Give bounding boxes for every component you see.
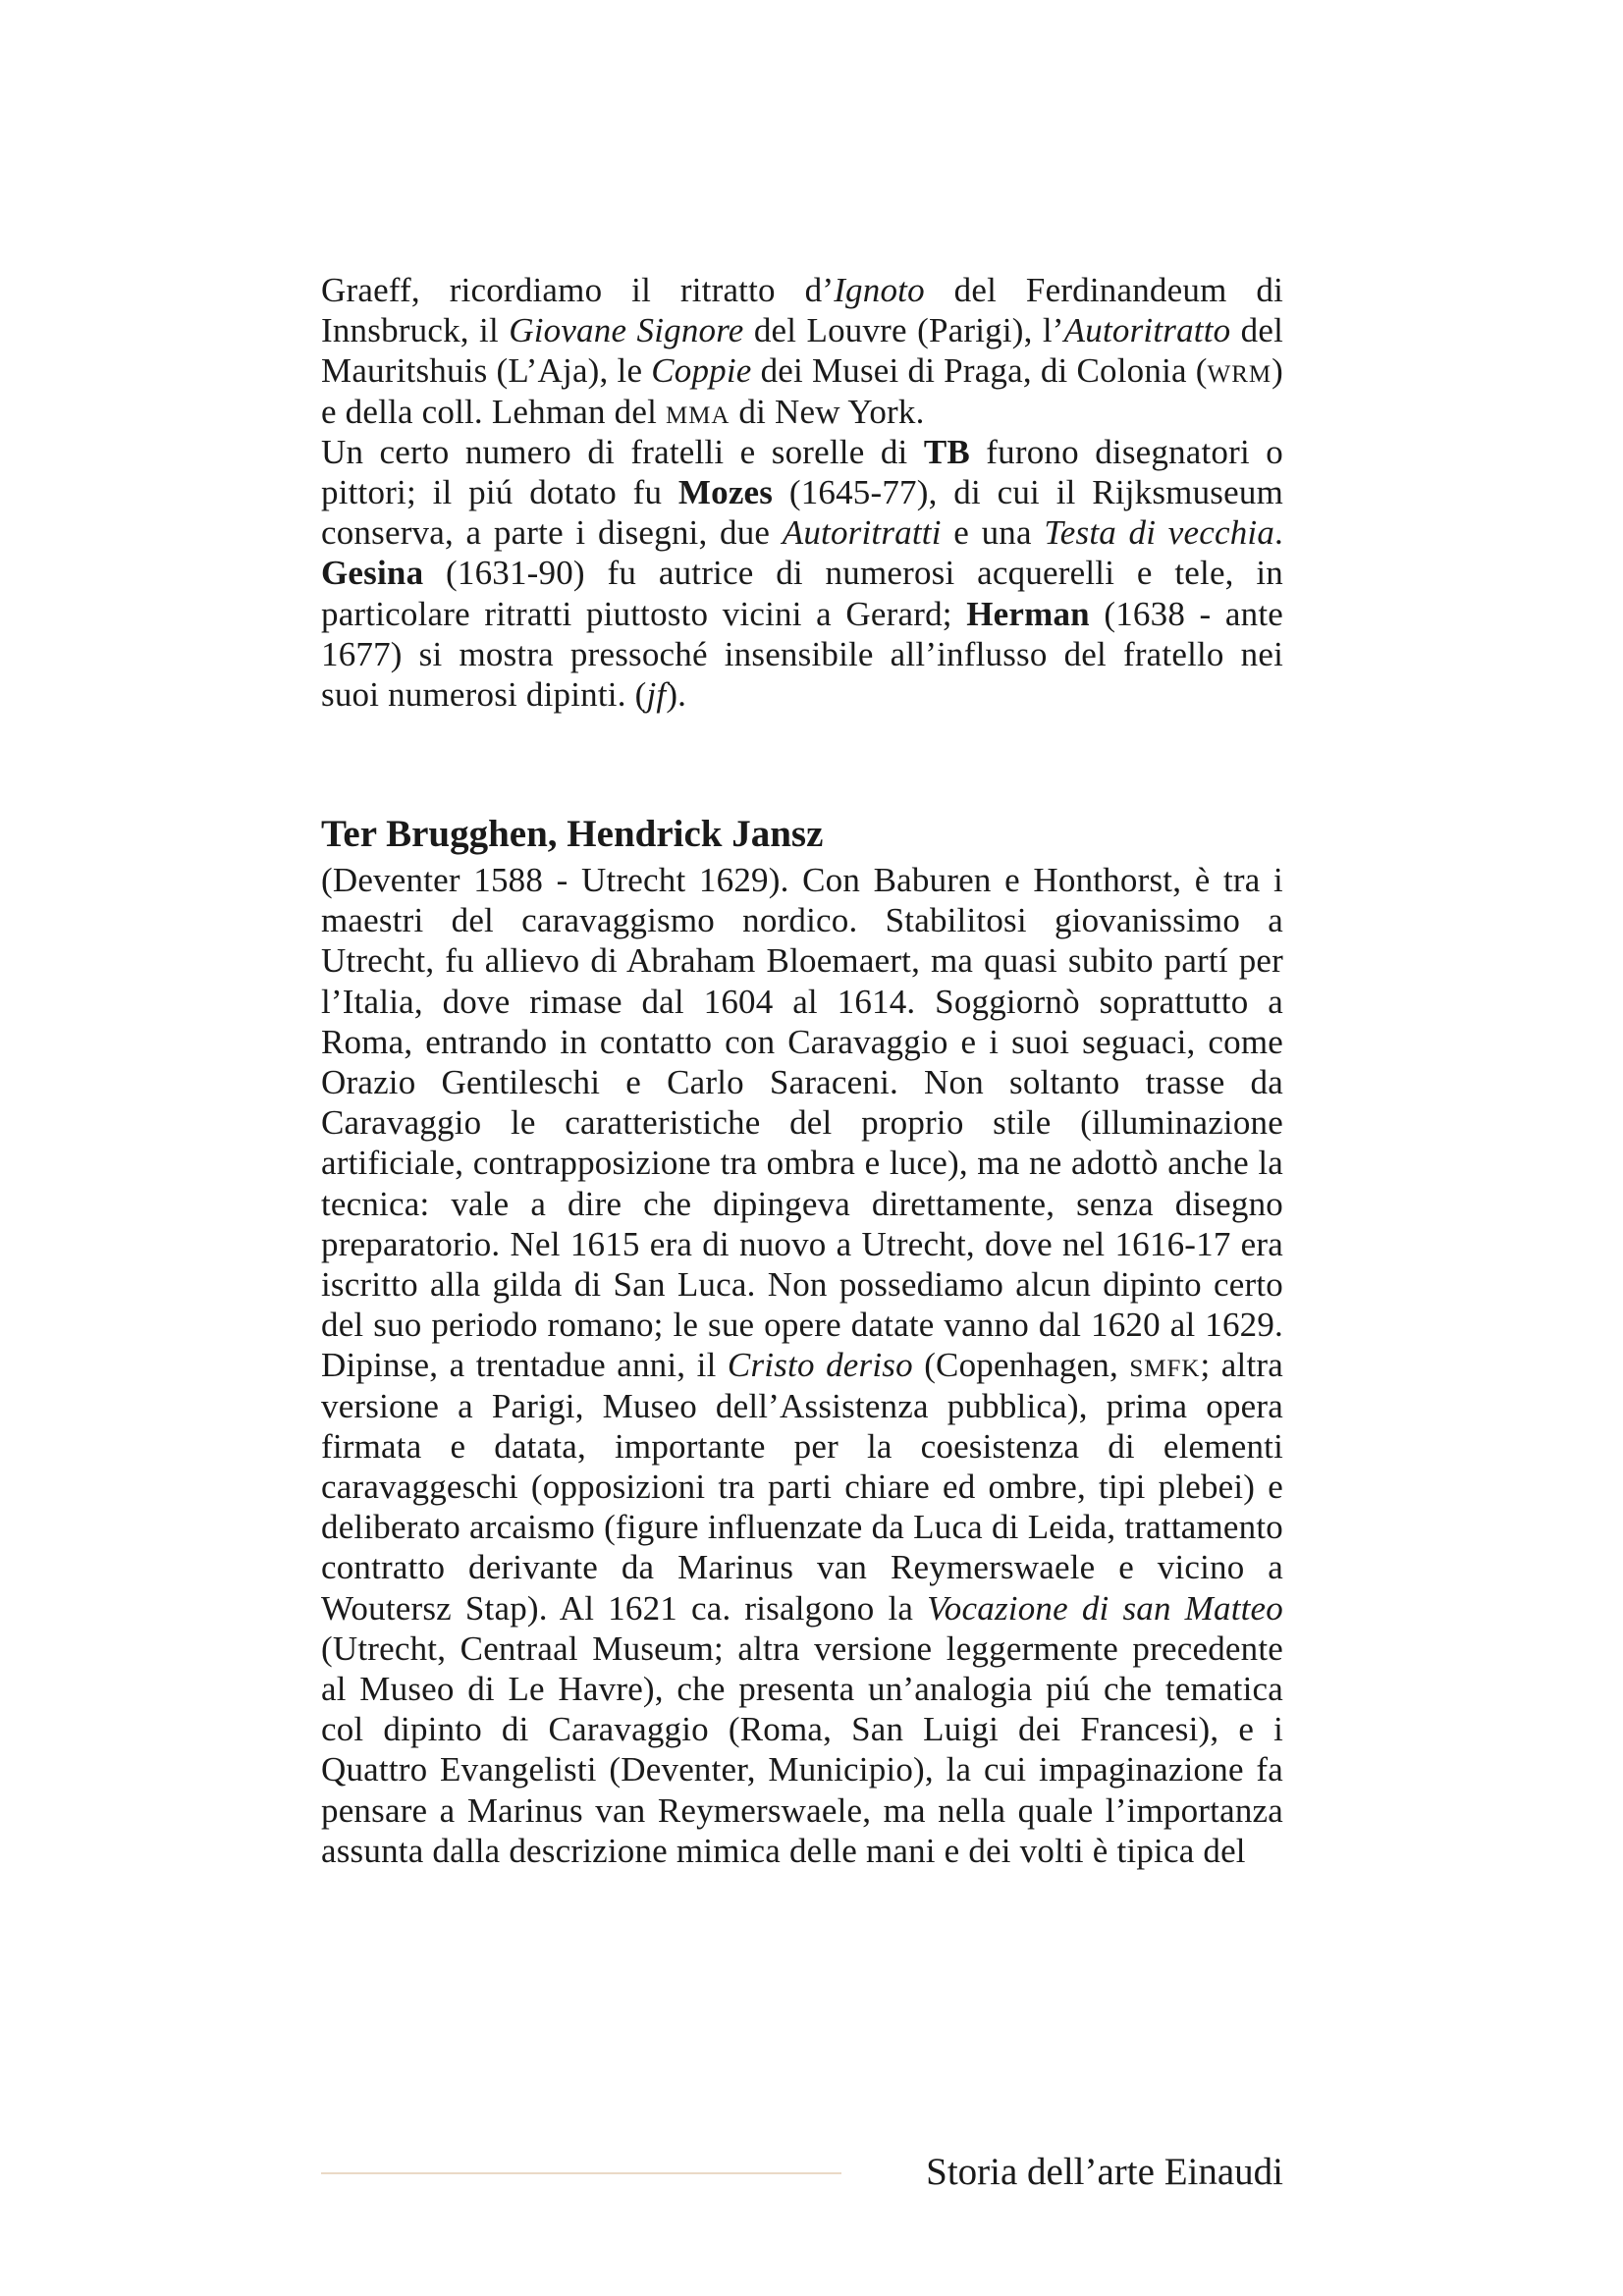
- text-run: (Utrecht, Centraal Museum; altra versione leggermente precedente al Museo di Le Havre), che presenta un’analogia piú che tematica col dipinto di Caravaggio (Roma, San Luigi dei Francesi), e i Quattro Evangelisti (Deventer, Municipio), la cui impaginazione fa pensare a Marinus van Reymerswaele, ma nella quale l’importanza assunta dalla descrizione mimica delle mani e dei volti è tipica del: [321, 1629, 1283, 1870]
- text-paragraph: [321, 860, 1283, 1871]
- bold-name: Herman: [966, 594, 1090, 633]
- bold-name: Gesina: [321, 554, 424, 593]
- abbreviation: smfk: [1129, 1346, 1201, 1385]
- bold-name: Mozes: [677, 473, 774, 512]
- text-run: di New York.: [730, 392, 925, 431]
- text-run: Graeff, ricordiamo il ritratto d’: [321, 271, 835, 309]
- italic-title: Vocazione di san Matteo: [927, 1588, 1283, 1628]
- italic-title: jf: [646, 675, 667, 715]
- text-run: (Copenhagen,: [912, 1346, 1130, 1385]
- text-run: dei Musei di Praga, di Colonia (: [751, 351, 1208, 391]
- text-run: ).: [666, 675, 687, 715]
- bold-name: TB: [923, 432, 970, 471]
- text-run: ; altra versione a Parigi, Museo dell’Assistenza pubblica), prima opera firmata e datata, importante per la coesistenza di elementi caravaggeschi (opposizioni tra parti chiare ed ombre, tipi plebei) e deliberato arcaismo (figure influenzate da Luca di Leida, trattamento contratto derivante da Marinus van Reymerswaele e vicino a Woutersz Stap). Al 1621 ca. risalgono la: [321, 1346, 1283, 1628]
- text-paragraph: [321, 270, 1283, 432]
- text-run: e una: [941, 513, 1045, 553]
- abbreviation: mma: [665, 392, 730, 431]
- text-run: furono disegnatori o pittori; il piú dotato fu: [321, 432, 1283, 512]
- footer-rule: [321, 2172, 841, 2174]
- italic-title: Autoritratti: [782, 513, 942, 553]
- text-run: del Louvre (Parigi), l’: [743, 311, 1064, 350]
- entry-body: [321, 860, 1283, 1871]
- text-run: .: [1274, 513, 1283, 553]
- footer-publication-title: Storia dell’arte Einaudi: [926, 2151, 1283, 2193]
- text-run: (1631-90) fu autrice di numerosi acquerelli e tele, in particolare ritratti piuttosto vicini a Gerard;: [321, 554, 1283, 633]
- text-run: ) e della coll. Lehman del: [321, 351, 1283, 431]
- text-run: (1645-77), di cui il Rijksmuseum conserva, a parte i disegni, due: [321, 473, 1283, 553]
- text-run: Un certo numero di fratelli e sorelle di: [321, 432, 924, 471]
- text-run: del Ferdinandeum di Innsbruck, il: [321, 271, 1283, 350]
- abbreviation: wrm: [1207, 351, 1272, 391]
- italic-title: Giovane Signore: [509, 311, 744, 350]
- previous-entry-continuation: [321, 270, 1283, 715]
- italic-title: Ignoto: [834, 271, 925, 309]
- entry-title: Ter Brugghen, Hendrick Jansz: [321, 813, 824, 855]
- italic-title: Cristo deriso: [727, 1346, 913, 1385]
- italic-title: Autoritratto: [1063, 311, 1231, 350]
- italic-title: Testa di vecchia: [1044, 513, 1275, 553]
- text-paragraph: [321, 432, 1283, 715]
- text-run: (1638 - ante 1677) si mostra pressoché insensibile all’influsso del fratello nei suoi numerosi dipinti. (: [321, 594, 1283, 715]
- text-run: del Mauritshuis (L’Aja), le: [321, 311, 1284, 391]
- text-run: (Deventer 1588 - Utrecht 1629). Con Baburen e Honthorst, è tra i maestri del caravaggismo nordico. Stabilitosi giovanissimo a Utrecht, fu allievo di Abraham Bloemaert, ma quasi subito partí per l’Italia, dove rimase dal 1604 al 1614. Soggiornò soprattutto a Roma, entrando in contatto con Caravaggio e i suoi seguaci, come Orazio Gentileschi e Carlo Saraceni. Non soltanto trasse da Caravaggio le caratteristiche del proprio stile (illuminazione artificiale, contrapposizione tra ombra e luce), ma ne adottò anche la tecnica: vale a dire che dipingeva direttamente, senza disegno preparatorio. Nel 1615 era di nuovo a Utrecht, dove nel 1616-17 era iscritto alla gilda di San Luca. Non possediamo alcun dipinto certo del suo periodo romano; le sue opere datate vanno dal 1620 al 1629. Dipinse, a trentadue anni, il: [321, 861, 1283, 1385]
- italic-title: Coppie: [651, 351, 752, 391]
